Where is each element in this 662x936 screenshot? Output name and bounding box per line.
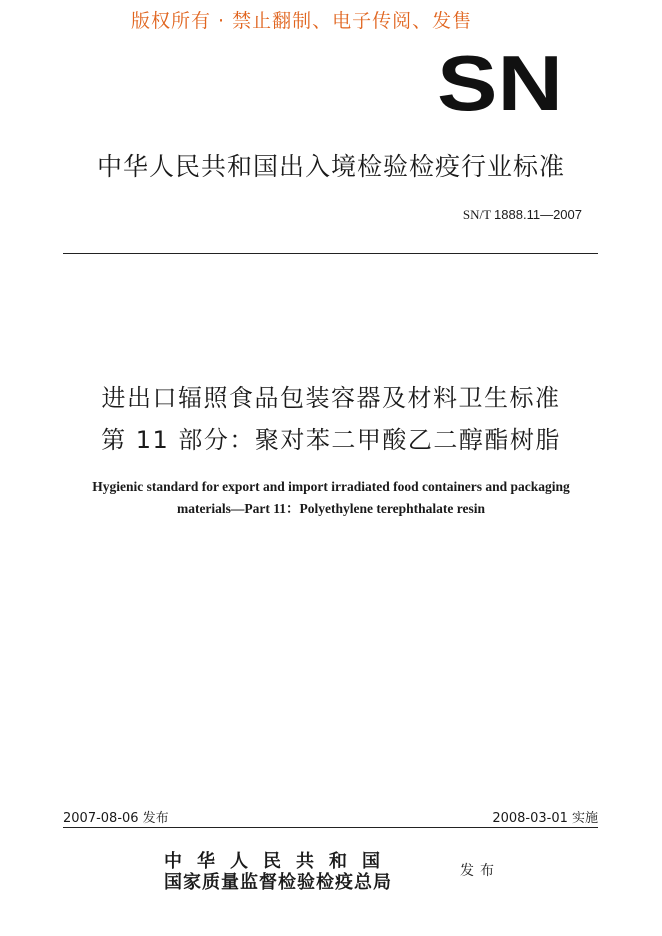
sn-logo	[436, 50, 564, 116]
standard-code	[463, 207, 582, 223]
issuer-agency: 国家质量监督检验检疫总局	[164, 872, 392, 893]
copyright-notice: 版权所有 · 禁止翻制、电子传阅、发售	[131, 10, 473, 32]
footer-divider	[63, 827, 598, 828]
title-en	[40, 476, 622, 520]
sn-logo-text: SN	[437, 50, 563, 116]
effective-date: 2008-03-01 实施	[492, 811, 598, 826]
issuer-country: 中华人民共和国	[164, 851, 395, 872]
issuer-block	[164, 852, 395, 894]
issued-label: 发布	[460, 863, 500, 879]
standard-number: 1888.11—2007	[494, 207, 582, 222]
title-cn-line1: 进出口辐照食品包装容器及材料卫生标准	[101, 384, 561, 412]
organization-title: 中华人民共和国出入境检验检疫行业标准	[96, 152, 565, 181]
publish-date: 2007-08-06 发布	[63, 811, 169, 826]
header-divider	[63, 253, 598, 254]
title-en-line2: materials—Part 11：Polyethylene terephthalate resin	[176, 501, 486, 516]
title-en-line1: Hygienic standard for export and import irradiated food containers and packaging	[92, 479, 570, 494]
title-cn-line2: 第 11 部分：聚对苯二甲酸乙二醇酯树脂	[101, 426, 561, 454]
standard-prefix: SN/T	[462, 207, 491, 222]
